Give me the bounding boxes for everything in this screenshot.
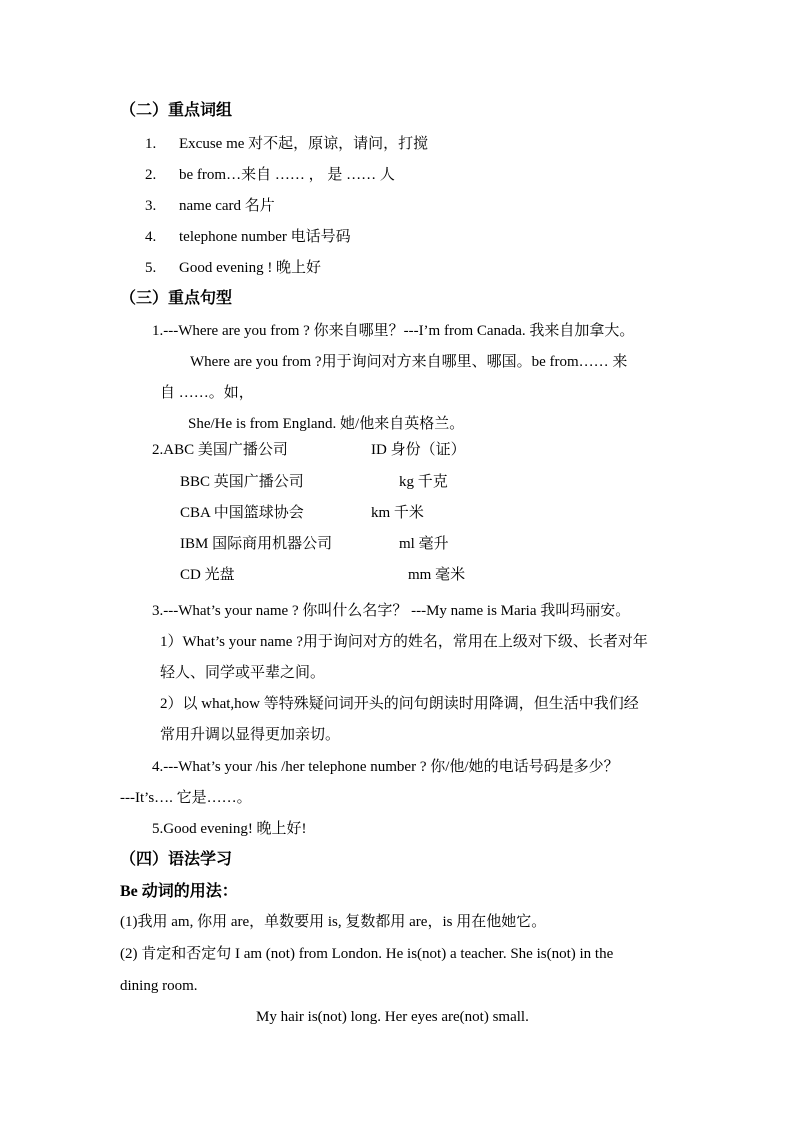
- list-item-number: 5.: [145, 260, 157, 276]
- list-item-text: be from…来自 …… ， 是 …… 人: [179, 167, 395, 183]
- abbr-left-item: CD 光盘: [180, 567, 235, 583]
- sentence-1-explain-cont: 自 ……。如，: [160, 385, 254, 401]
- list-item-text: name card 名片: [179, 198, 275, 214]
- list-item-text: telephone number 电话号码: [179, 229, 351, 245]
- sentence-3-line: 3.---What’s your name ? 你叫什么名字？ ---My name is Maria 我叫玛丽安。: [152, 603, 631, 619]
- sentence-3-note-1: 1）What’s your name ?用于询问对方的姓名，常用在上级对下级、长者对年: [160, 634, 648, 650]
- rule-1: (1)我用 am, 你用 are，单数要用 is, 复数都用 are，is 用在他她它。: [120, 914, 547, 930]
- abbr-right-item: ID 身份（证）: [371, 442, 466, 458]
- list-item-text: Excuse me 对不起，原谅，请问，打搅: [179, 136, 429, 152]
- abbr-left-item: IBM 国际商用机器公司: [180, 536, 333, 552]
- sentence-3-note-2-cont: 常用升调以显得更加亲切。: [160, 727, 341, 743]
- list-item-number: 1.: [145, 136, 157, 152]
- sentence-1-explain: Where are you from ?用于询问对方来自哪里、哪国。be from…… 来: [190, 354, 628, 370]
- list-item-text: Good evening ! 晚上好: [179, 260, 322, 276]
- sentence-1-line: 1.---Where are you from ? 你来自哪里？---I’m from Canada. 我来自加拿大。: [152, 323, 635, 339]
- list-item-number: 3.: [145, 198, 157, 214]
- list-item-number: 2.: [145, 167, 157, 183]
- rule-2-line-3: My hair is(not) long. Her eyes are(not) small.: [256, 1009, 529, 1025]
- abbr-left-item: BBC 英国广播公司: [180, 474, 304, 490]
- list-item: [145, 258, 321, 278]
- sentence-4-line: 4.---What’s your /his /her telephone number ? 你/他/她的电话号码是多少？: [152, 759, 619, 775]
- sentence-3-note-2: 2）以 what,how 等特殊疑问词开头的问句朗读时用降调，但生活中我们经: [160, 696, 639, 712]
- rule-2-line-2: dining room.: [120, 978, 198, 994]
- abbr-right-item: mm 毫米: [408, 567, 466, 583]
- list-item-number: 4.: [145, 229, 157, 245]
- section-3-heading: （三）重点句型: [120, 290, 233, 307]
- list-item: [145, 134, 428, 154]
- sentence-4-answer: ---It’s…. 它是……。: [120, 790, 252, 806]
- abbr-left-item: CBA 中国篮球协会: [180, 505, 304, 521]
- sentence-1-example: She/He is from England. 她/他来自英格兰。: [188, 416, 465, 432]
- list-item: [145, 165, 395, 185]
- sentence-3-note-1-cont: 轻人、同学或平辈之间。: [160, 665, 326, 681]
- abbr-right-item: kg 千克: [399, 474, 448, 490]
- abbr-right-item: ml 毫升: [399, 536, 449, 552]
- section-4-heading: （四）语法学习: [120, 851, 233, 868]
- abbr-left-item: 2.ABC 美国广播公司: [152, 442, 288, 458]
- abbr-right-item: km 千米: [371, 505, 424, 521]
- sentence-5-line: 5.Good evening! 晚上好!: [152, 821, 307, 837]
- section-2-heading: （二）重点词组: [120, 102, 233, 119]
- list-item: [145, 227, 351, 247]
- rule-2-line-1: (2) 肯定和否定句 I am (not) from London. He is(not) a teacher. She is(not) in the: [120, 946, 614, 962]
- grammar-subtitle: Be 动词的用法：: [120, 883, 238, 900]
- list-item: [145, 196, 275, 216]
